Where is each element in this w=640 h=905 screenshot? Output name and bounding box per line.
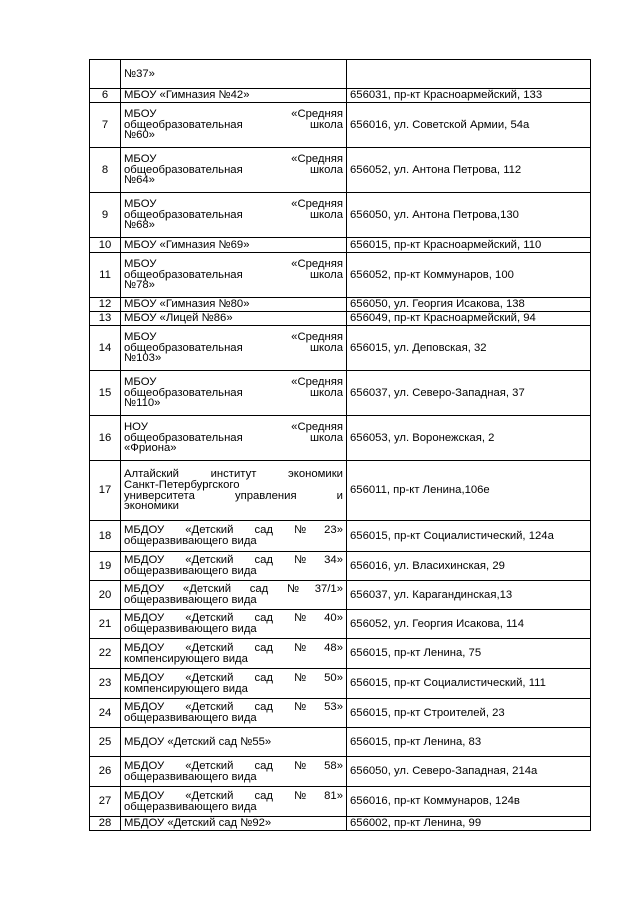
organization-name-line: общеразвивающего вида bbox=[124, 800, 257, 813]
table-row bbox=[90, 610, 591, 639]
table-row bbox=[90, 253, 591, 298]
table-row bbox=[90, 639, 591, 669]
organization-address: 656037, ул. Северо-Западная, 37 bbox=[347, 371, 591, 416]
organization-name-line: №68» bbox=[124, 219, 155, 232]
organization-name bbox=[121, 757, 347, 787]
row-number: 10 bbox=[90, 238, 121, 253]
table-row bbox=[90, 521, 591, 552]
organization-name-line: №37» bbox=[124, 67, 155, 80]
row-number: 20 bbox=[90, 581, 121, 610]
row-number: 16 bbox=[90, 416, 121, 461]
table-row bbox=[90, 552, 591, 581]
organization-name bbox=[121, 416, 347, 461]
organization-address: 656053, ул. Воронежская, 2 bbox=[347, 416, 591, 461]
organization-name bbox=[121, 238, 347, 253]
table-row bbox=[90, 326, 591, 371]
row-number bbox=[90, 60, 121, 89]
organization-name bbox=[121, 610, 347, 639]
organization-name-line: экономики bbox=[124, 500, 179, 513]
organization-name-line: МБОУ «Гимназия №80» bbox=[124, 298, 250, 311]
organization-address: 656016, ул. Советской Армии, 54а bbox=[347, 103, 591, 148]
organization-name bbox=[121, 312, 347, 326]
table-row bbox=[90, 757, 591, 787]
organization-name-line: компенсирующего вида bbox=[124, 652, 248, 665]
organization-name-line: №64» bbox=[124, 174, 155, 187]
organization-name bbox=[121, 552, 347, 581]
organization-name bbox=[121, 60, 347, 89]
table-row bbox=[90, 699, 591, 728]
organization-address: 656050, ул. Антона Петрова,130 bbox=[347, 193, 591, 238]
organization-name-line: общеразвивающего вида bbox=[124, 623, 257, 635]
organization-name-line: общеобразовательная школа bbox=[124, 341, 343, 354]
organization-name-line: МБОУ «Средняя bbox=[124, 107, 343, 120]
organization-name bbox=[121, 521, 347, 552]
row-number: 21 bbox=[90, 610, 121, 639]
organization-name bbox=[121, 89, 347, 103]
organization-name-line: МБДОУ «Детский сад №58» bbox=[124, 759, 343, 772]
organization-name-line: МБДОУ «Детский сад №34» bbox=[124, 554, 343, 567]
organization-name bbox=[121, 581, 347, 610]
organization-name-line: МБДОУ «Детский сад №23» bbox=[124, 524, 343, 537]
table-row bbox=[90, 461, 591, 521]
organization-name bbox=[121, 461, 347, 521]
organization-name-line: общеобразовательная школа bbox=[124, 208, 343, 221]
organization-name-line: общеобразовательная школа bbox=[124, 431, 343, 444]
row-number: 17 bbox=[90, 461, 121, 521]
row-number: 18 bbox=[90, 521, 121, 552]
organization-address: 656050, ул. Северо-Западная, 214а bbox=[347, 757, 591, 787]
organization-name-line: Санкт-Петербургского bbox=[124, 478, 240, 491]
organization-name-line: МБДОУ «Детский сад №55» bbox=[124, 735, 272, 748]
row-number: 26 bbox=[90, 757, 121, 787]
organization-address: 656016, ул. Власихинская, 29 bbox=[347, 552, 591, 581]
organization-address: 656016, пр-кт Коммунаров, 124в bbox=[347, 787, 591, 817]
organization-name-line: МБОУ «Средняя bbox=[124, 152, 343, 165]
row-number: 11 bbox=[90, 253, 121, 298]
organization-name-line: общеобразовательная школа bbox=[124, 118, 343, 131]
organization-name-line: «Фриона» bbox=[124, 442, 177, 455]
table-row bbox=[90, 581, 591, 610]
organization-name-line: общеразвивающего вида bbox=[124, 535, 257, 547]
row-number: 8 bbox=[90, 148, 121, 193]
organization-name-line: МБОУ «Гимназия №42» bbox=[124, 89, 250, 102]
table-row bbox=[90, 817, 591, 831]
organization-address: 656015, пр-кт Ленина, 75 bbox=[347, 639, 591, 669]
table-row bbox=[90, 103, 591, 148]
organization-address: 656002, пр-кт Ленина, 99 bbox=[347, 817, 591, 831]
organization-address: 656049, пр-кт Красноармейский, 94 bbox=[347, 312, 591, 326]
organization-name bbox=[121, 669, 347, 699]
organization-name bbox=[121, 371, 347, 416]
organization-address: 656031, пр-кт Красноармейский, 133 bbox=[347, 89, 591, 103]
organization-address: 656052, пр-кт Коммунаров, 100 bbox=[347, 253, 591, 298]
row-number: 28 bbox=[90, 817, 121, 831]
organization-name bbox=[121, 298, 347, 312]
row-number: 9 bbox=[90, 193, 121, 238]
organization-name-line: общеразвивающего вида bbox=[124, 594, 257, 606]
organization-name-line: МБДОУ «Детский сад №40» bbox=[124, 612, 343, 625]
organization-address: 656015, пр-кт Социалистический, 124а bbox=[347, 521, 591, 552]
organization-name bbox=[121, 148, 347, 193]
row-number: 27 bbox=[90, 787, 121, 817]
organization-name-line: компенсирующего вида bbox=[124, 682, 248, 695]
organization-address: 656015, ул. Деповская, 32 bbox=[347, 326, 591, 371]
organization-name-line: общеразвивающего вида bbox=[124, 712, 257, 724]
table-row bbox=[90, 669, 591, 699]
table-row bbox=[90, 89, 591, 103]
organization-address bbox=[347, 60, 591, 89]
organization-name-line: МБОУ «Средняя bbox=[124, 375, 343, 388]
organization-address: 656052, ул. Георгия Исакова, 114 bbox=[347, 610, 591, 639]
organization-name bbox=[121, 728, 347, 757]
organization-name bbox=[121, 193, 347, 238]
table-row bbox=[90, 312, 591, 326]
organization-name-line: общеобразовательная школа bbox=[124, 163, 343, 176]
table-row bbox=[90, 193, 591, 238]
organization-name-line: общеразвивающего вида bbox=[124, 565, 257, 577]
row-number: 24 bbox=[90, 699, 121, 728]
organization-name bbox=[121, 326, 347, 371]
organization-name-line: МБОУ «Лицей №86» bbox=[124, 312, 233, 325]
row-number: 22 bbox=[90, 639, 121, 669]
organization-name bbox=[121, 817, 347, 831]
organization-name-line: общеобразовательная школа bbox=[124, 386, 343, 399]
organization-address: 656050, ул. Георгия Исакова, 138 bbox=[347, 298, 591, 312]
organization-address: 656015, пр-кт Строителей, 23 bbox=[347, 699, 591, 728]
organization-name-line: №60» bbox=[124, 129, 155, 142]
organization-name-line: МБДОУ «Детский сад №50» bbox=[124, 671, 343, 684]
organization-name-line: МБОУ «Средняя bbox=[124, 197, 343, 210]
organization-name-line: МБДОУ «Детский сад №37/1» bbox=[124, 583, 343, 596]
organization-name-line: МБОУ «Средняя bbox=[124, 257, 343, 270]
row-number: 15 bbox=[90, 371, 121, 416]
table-row bbox=[90, 60, 591, 89]
row-number: 25 bbox=[90, 728, 121, 757]
organization-name-line: университета управления и bbox=[124, 489, 343, 502]
organization-name-line: МБДОУ «Детский сад №53» bbox=[124, 701, 343, 714]
organization-name-line: Алтайский институт экономики bbox=[124, 467, 343, 480]
row-number: 7 bbox=[90, 103, 121, 148]
organization-address: 656011, пр-кт Ленина,106е bbox=[347, 461, 591, 521]
table-row bbox=[90, 728, 591, 757]
organization-name bbox=[121, 253, 347, 298]
organization-name bbox=[121, 103, 347, 148]
table-row bbox=[90, 371, 591, 416]
row-number: 19 bbox=[90, 552, 121, 581]
table-row bbox=[90, 787, 591, 817]
organization-name-line: №103» bbox=[124, 352, 162, 365]
addresses-table bbox=[89, 59, 591, 831]
organization-name-line: МБДОУ «Детский сад №92» bbox=[124, 817, 272, 830]
row-number: 14 bbox=[90, 326, 121, 371]
organization-name-line: МБОУ «Гимназия №69» bbox=[124, 238, 250, 251]
row-number: 23 bbox=[90, 669, 121, 699]
table-row bbox=[90, 238, 591, 253]
organization-name-line: МБОУ «Средняя bbox=[124, 330, 343, 343]
organization-name bbox=[121, 787, 347, 817]
table-row bbox=[90, 298, 591, 312]
organization-address: 656015, пр-кт Красноармейский, 110 bbox=[347, 238, 591, 253]
organization-name bbox=[121, 639, 347, 669]
table-body bbox=[90, 60, 591, 831]
row-number: 6 bbox=[90, 89, 121, 103]
organization-address: 656052, ул. Антона Петрова, 112 bbox=[347, 148, 591, 193]
organization-name-line: НОУ «Средняя bbox=[124, 420, 343, 433]
organization-name bbox=[121, 699, 347, 728]
organization-name-line: МБДОУ «Детский сад №81» bbox=[124, 789, 343, 802]
organization-address: 656037, ул. Карагандинская,13 bbox=[347, 581, 591, 610]
table-row bbox=[90, 416, 591, 461]
table-row bbox=[90, 148, 591, 193]
organization-name-line: общеобразовательная школа bbox=[124, 268, 343, 281]
organization-name-line: №78» bbox=[124, 279, 155, 292]
organization-address: 656015, пр-кт Ленина, 83 bbox=[347, 728, 591, 757]
organization-name-line: МБДОУ «Детский сад №48» bbox=[124, 641, 343, 654]
organization-name-line: №110» bbox=[124, 397, 161, 410]
row-number: 12 bbox=[90, 298, 121, 312]
row-number: 13 bbox=[90, 312, 121, 326]
organization-name-line: общеразвивающего вида bbox=[124, 770, 257, 783]
organization-address: 656015, пр-кт Социалистический, 111 bbox=[347, 669, 591, 699]
